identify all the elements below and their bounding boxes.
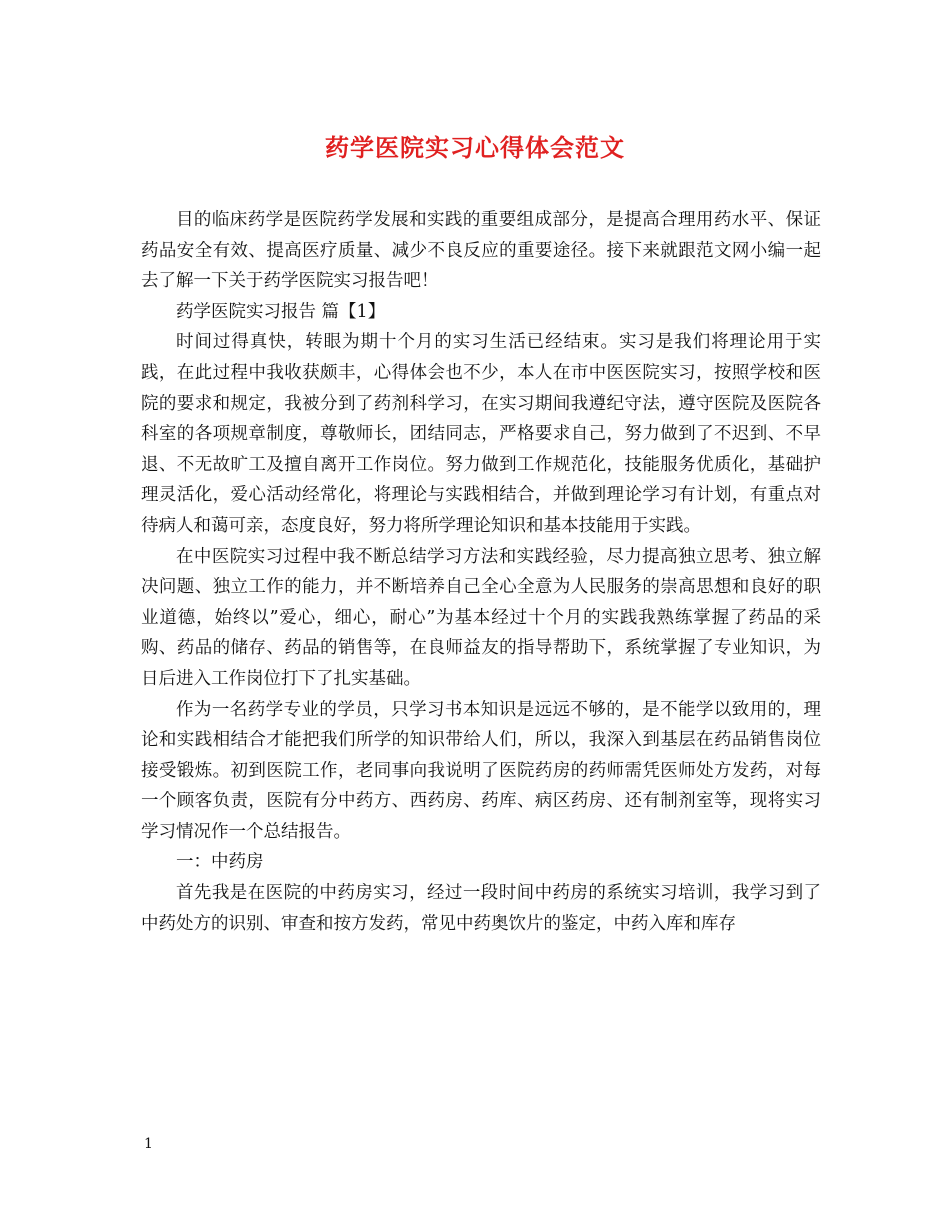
body-paragraph: 在中医院实习过程中我不断总结学习方法和实践经验，尽力提高独立思考、独立解决问题、独立工作的能力，并不断培养自己全心全意为人民服务的崇高思想和良好的职业道德，始终以”爱心，细心，耐心”为基本经过十个月的实践我熟练掌握了药品的采购、药品的储存、药品的销售等，在良师益友的指导帮助下，系统掌握了专业知识，为日后进入工作岗位打下了扎实基础。 xyxy=(141,546,821,689)
section-heading-report-1: 药学医院实习报告 篇【1】 xyxy=(176,301,386,322)
section-heading-chinese-pharmacy: 一：中药房 xyxy=(176,852,264,873)
document-title: 药学医院实习心得体会范文 xyxy=(325,133,625,162)
body-paragraph: 作为一名药学专业的学员，只学习书本知识是远远不够的，是不能学以致用的，理论和实践相结合才能把我们所学的知识带给人们，所以，我深入到基层在药品销售岗位接受锻炼。初到医院工作，老同事向我说明了医院药房的药师需凭医师处方发药，对每一个顾客负责，医院有分中药方、西药房、药库、病区药房、还有制剂室等，现将实习学习情况作一个总结报告。 xyxy=(141,699,821,842)
intro-paragraph: 目的临床药学是医院药学发展和实践的重要组成部分，是提高合理用药水平、保证药品安全有效、提高医疗质量、减少不良反应的重要途径。接下来就跟范文网小编一起去了解一下关于药学医院实习报告吧！ xyxy=(141,210,821,292)
page-number: 1 xyxy=(144,1136,153,1152)
body-paragraph: 时间过得真快，转眼为期十个月的实习生活已经结束。实习是我们将理论用于实践，在此过程中我收获颇丰，心得体会也不少，本人在市中医医院实习，按照学校和医院的要求和规定，我被分到了药剂科学习，在实习期间我遵纪守法，遵守医院及医院各科室的各项规章制度，尊敬师长，团结同志，严格要求自己，努力做到了不迟到、不早退、不无故旷工及擅自离开工作岗位。努力做到工作规范化，技能服务优质化，基础护理灵活化，爱心活动经常化，将理论与实践相结合，并做到理论学习有计划，有重点对待病人和蔼可亲，态度良好，努力将所学理论知识和基本技能用于实践。 xyxy=(141,332,821,536)
document-body xyxy=(141,205,821,939)
body-paragraph: 首先我是在医院的中药房实习，经过一段时间中药房的系统实习培训，我学习到了中药处方的识别、审查和按方发药，常见中药奥饮片的鉴定，中药入库和库存 xyxy=(141,883,821,934)
